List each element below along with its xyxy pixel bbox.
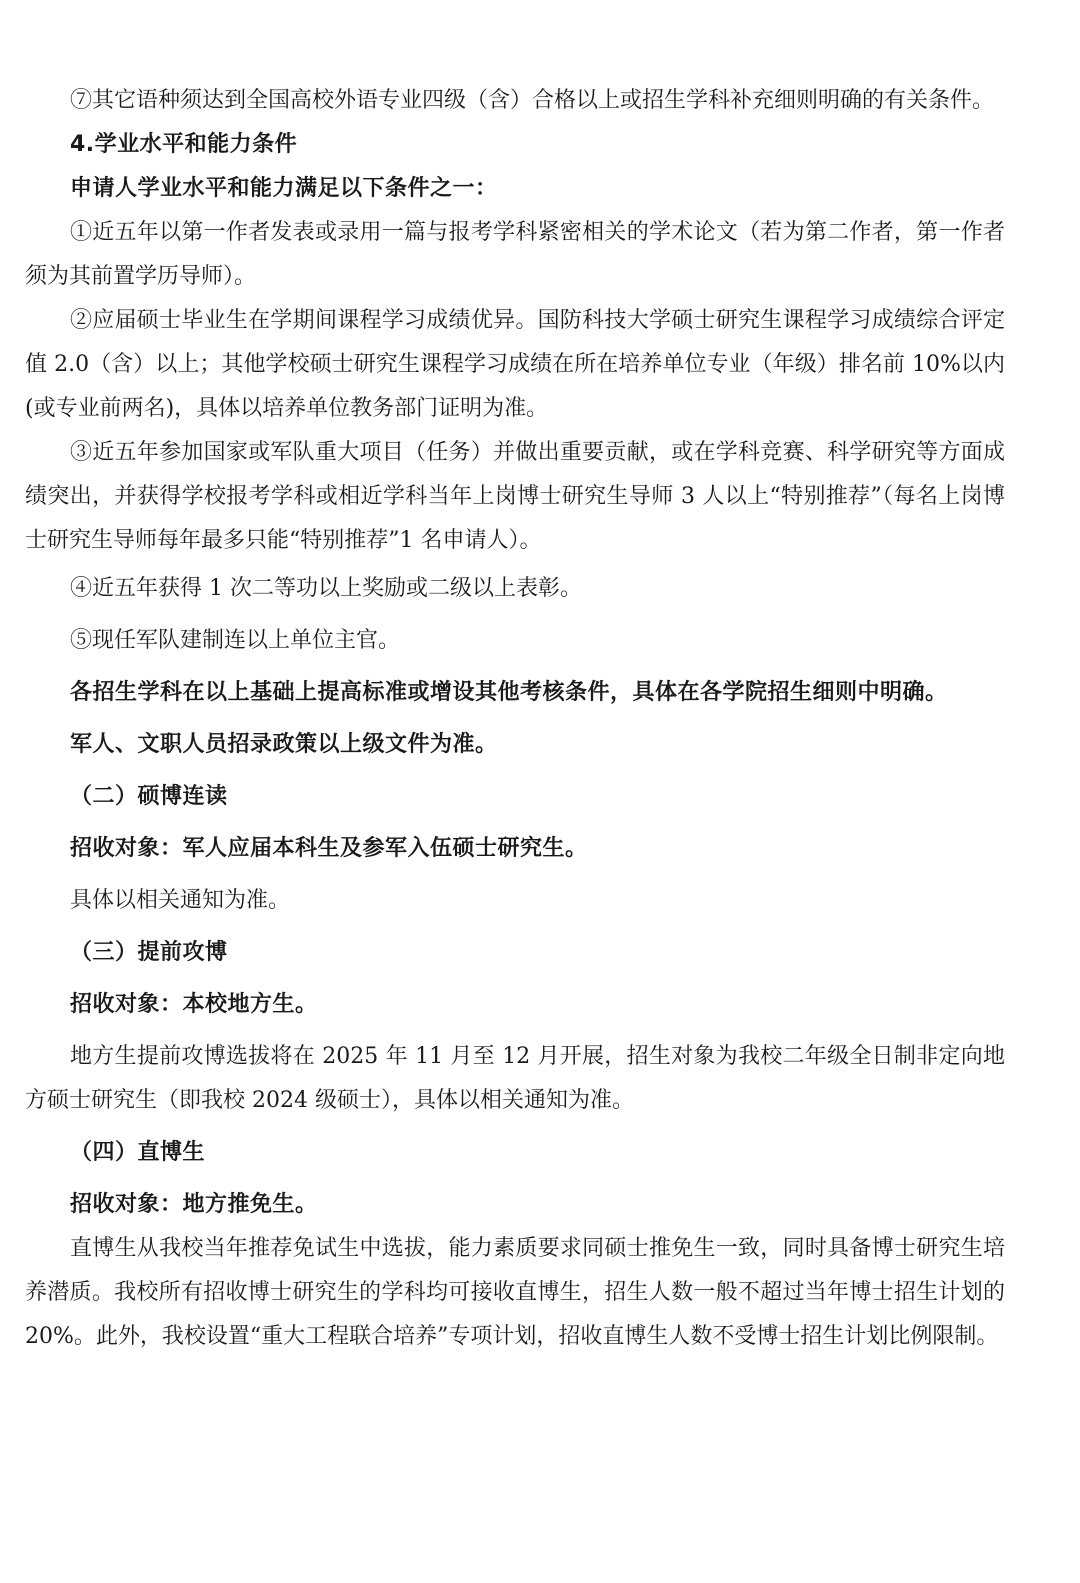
conditions-intro: 申请人学业水平和能力满足以下条件之一： bbox=[70, 176, 498, 201]
condition-item-2: ②应届硕士毕业生在学期间课程学习成绩优异。国防科技大学硕士研究生课程学习成绩综合评定值 2.0（含）以上；其他学校硕士研究生课程学习成绩在所在培养单位专业（年级）排名前 10%以内(或专业前两名)，具体以培养单位教务部门证明为准。 bbox=[25, 308, 1005, 421]
note-additional-criteria: 各招生学科在以上基础上提高标准或增设其他考核条件，具体在各学院招生细则中明确。 bbox=[70, 680, 948, 705]
section-heading-academic-level: 4.学业水平和能力条件 bbox=[70, 132, 298, 157]
section-3-body: 地方生提前攻博选拔将在 2025 年 11 月至 12 月开展，招生对象为我校二年级全日制非定向地方硕士研究生（即我校 2024 级硕士），具体以相关通知为准。 bbox=[25, 1044, 1005, 1113]
section-title-direct-doctoral: （四）直博生 bbox=[70, 1140, 206, 1165]
paragraph-other-language: ⑦其它语种须达到全国高校外语专业四级（含）合格以上或招生学科补充细则明确的有关条件。 bbox=[70, 88, 995, 113]
section-title-masters-doctoral: （二）硕博连读 bbox=[70, 784, 228, 809]
section-3-target: 招收对象：本校地方生。 bbox=[70, 992, 318, 1017]
section-2-body: 具体以相关通知为准。 bbox=[70, 888, 291, 913]
document-page bbox=[25, 79, 1005, 1359]
condition-item-1: ①近五年以第一作者发表或录用一篇与报考学科紧密相关的学术论文（若为第二作者，第一作者须为其前置学历导师）。 bbox=[25, 220, 1005, 289]
section-title-early-doctoral: （三）提前攻博 bbox=[70, 940, 228, 965]
section-2-target: 招收对象：军人应届本科生及参军入伍硕士研究生。 bbox=[70, 836, 588, 861]
condition-item-4: ④近五年获得 1 次二等功以上奖励或二级以上表彰。 bbox=[70, 576, 582, 601]
section-4-body: 直博生从我校当年推荐免试生中选拔，能力素质要求同硕士推免生一致，同时具备博士研究生培养潜质。我校所有招收博士研究生的学科均可接收直博生，招生人数一般不超过当年博士招生计划的 20%。此外，我校设置“重大工程联合培养”专项计划，招收直博生人数不受博士招生计划比例限制。 bbox=[25, 1236, 1005, 1349]
note-military-policy: 军人、文职人员招录政策以上级文件为准。 bbox=[70, 732, 498, 757]
condition-item-3: ③近五年参加国家或军队重大项目（任务）并做出重要贡献，或在学科竞赛、科学研究等方面成绩突出，并获得学校报考学科或相近学科当年上岗博士研究生导师 3 人以上“特别推荐”（每名上岗博士研究生导师每年最多只能“特别推荐”1 名申请人）。 bbox=[25, 440, 1005, 553]
section-4-target: 招收对象：地方推免生。 bbox=[70, 1192, 318, 1217]
condition-item-5: ⑤现任军队建制连以上单位主官。 bbox=[70, 628, 401, 653]
